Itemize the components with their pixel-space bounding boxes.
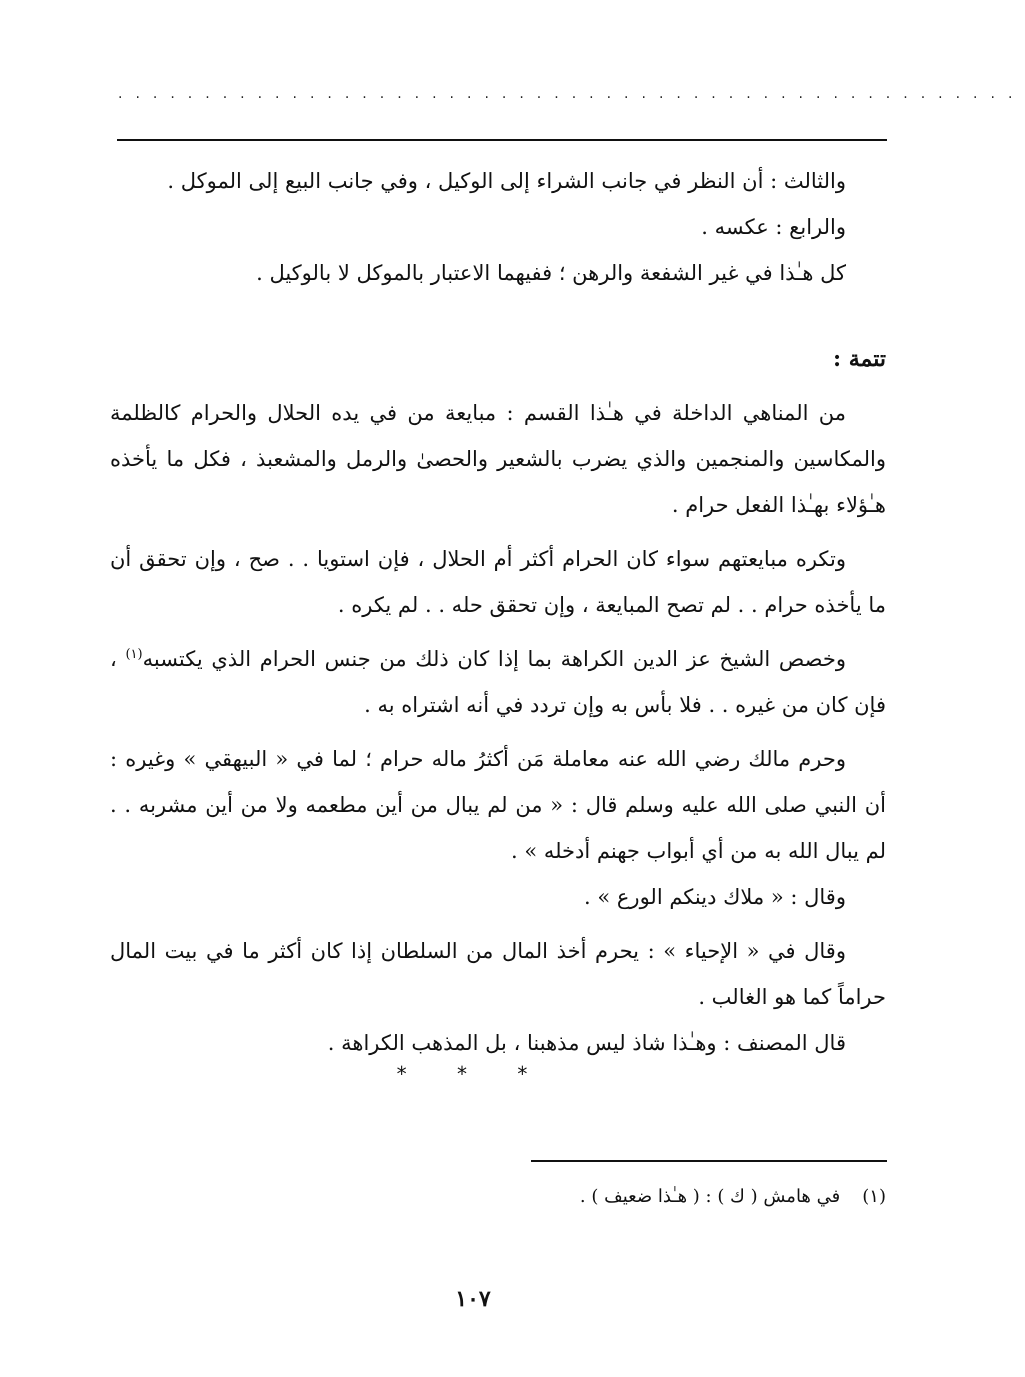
paragraph-third: والثالث : أن النظر في جانب الشراء إلى الوكيل ، وفي جانب البيع إلى الموكل . <box>167 169 846 193</box>
section-separator: * * * <box>396 1062 550 1086</box>
paragraph-prohibitions: من المناهي الداخلة في هـٰذا القسم : مبايعة من في يده الحلال والحرام كالظلمة والمكاسين والمنجمين والذي يضرب بالشعير والحصىٰ والرمل والمشعبذ ، فكل ما يأخذه هـٰؤلاء بهـٰذا الفعل حرام . <box>110 401 886 517</box>
section-heading: تتمة : <box>832 346 886 372</box>
header-dotted-line: .................................................... <box>118 86 1025 102</box>
paragraph-author: قال المصنف : وهـٰذا شاذ ليس مذهبنا ، بل المذهب الكراهة . <box>327 1031 846 1055</box>
footnote-number: (١) <box>862 1186 886 1207</box>
footnote-text: في هامش ( ك ) : ( هـٰذا ضعيف ) . <box>579 1186 841 1207</box>
paragraph-izz-aldin <box>110 636 886 728</box>
paragraph-note-shufa: كل هـٰذا في غير الشفعة والرهن ؛ ففيهما الاعتبار بالموكل لا بالوكيل . <box>256 261 846 285</box>
header-rule <box>117 139 887 141</box>
paragraph-ihya: وقال في « الإحياء » : يحرم أخذ المال من السلطان إذا كان أكثر ما في بيت المال حراماً كما هو الغالب . <box>110 939 886 1009</box>
paragraph-malik: وحرم مالك رضي الله عنه معاملة مَن أكثرُ ماله حرام ؛ لما في « البيهقي » وغيره : أن النبي صلى الله عليه وسلم قال : « من لم يبال من أين مطعمه ولا من أين مشربه . . لم يبال الله به من أي أبواب جهنم أدخله » . <box>110 747 886 863</box>
footnote <box>300 1182 886 1212</box>
footnote-rule <box>531 1160 887 1162</box>
paragraph-wara: وقال : « ملاك دينكم الورع » . <box>584 885 846 909</box>
main-text <box>110 158 886 1066</box>
paragraph-izz-aldin-rest: ، فإن كان من غيره . . فلا بأس به وإن تردد في أنه اشتراه به . <box>110 647 886 717</box>
paragraph-izz-aldin-text: وخصص الشيخ عز الدين الكراهة بما إذا كان ذلك من جنس الحرام الذي يكتسبه <box>142 647 846 671</box>
paragraph-fourth: والرابع : عكسه . <box>701 215 846 239</box>
footnote-marker: (١) <box>125 647 143 662</box>
paragraph-disliked-trade: وتكره مبايعتهم سواء كان الحرام أكثر أم الحلال ، فإن استويا . . صح ، وإن تحقق أن ما يأخذه حرام . . لم تصح المبايعة ، وإن تحقق حله . . لم يكره . <box>110 547 886 617</box>
page-number: ١٠٧ <box>455 1286 491 1312</box>
